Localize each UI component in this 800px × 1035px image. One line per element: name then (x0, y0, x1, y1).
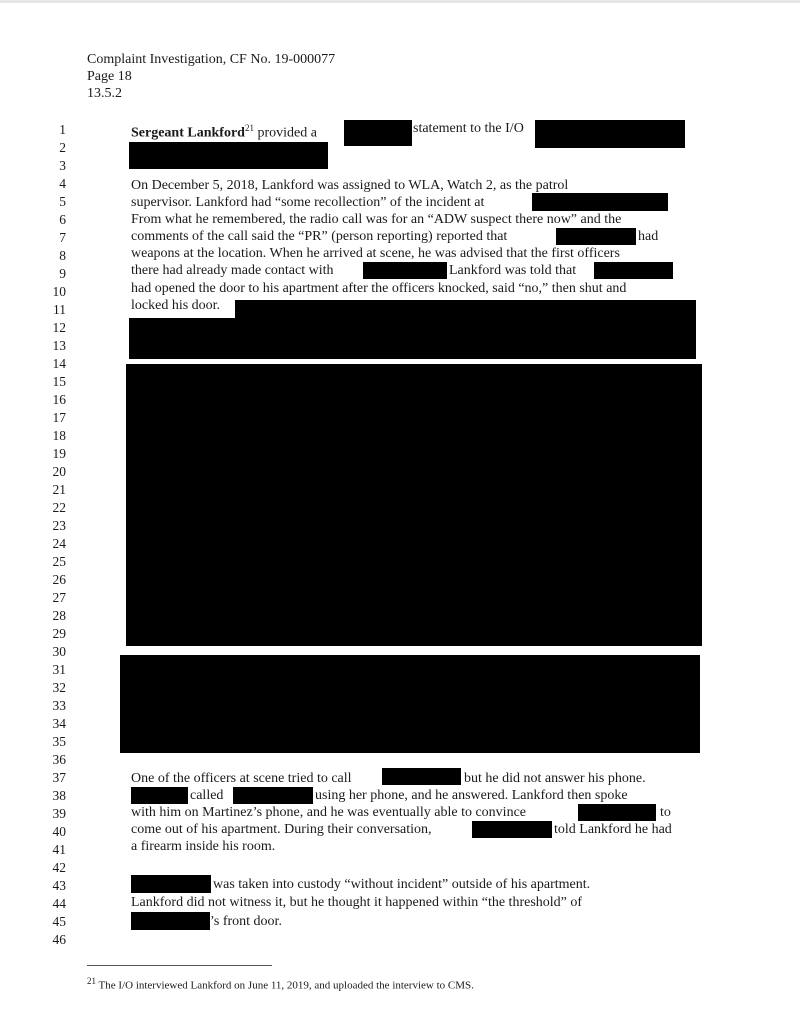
paragraph-4-line-2: Lankford did not witness it, but he thought it happened within “the threshold” of (131, 895, 583, 910)
redaction-block (472, 821, 552, 838)
line-number: 29 (52, 626, 66, 641)
text-segment: but he did not answer his phone. (464, 771, 646, 786)
paragraph-2-line-7: had opened the door to his apartment after the officers knocked, said “no,” then shut and (131, 281, 627, 296)
redaction-block (532, 193, 668, 211)
line-number: 12 (52, 320, 66, 335)
line-number: 38 (52, 788, 66, 803)
line-number: 17 (52, 410, 66, 425)
line-number: 41 (52, 842, 66, 857)
line-number: 9 (59, 266, 66, 281)
line-number: 40 (52, 824, 66, 839)
paragraph-3-line-4: come out of his apartment. During their conversation, (131, 822, 432, 837)
line-number: 44 (52, 896, 66, 911)
witness-name: Sergeant Lankford (131, 125, 245, 141)
text-segment: told Lankford he had (554, 822, 672, 837)
line-number: 37 (52, 770, 66, 785)
paragraph-2-line-8: locked his door. (131, 298, 221, 313)
footnote-text: The I/O interviewed Lankford on June 11, 2019, and uploaded the interview to CMS. (96, 979, 474, 992)
line-number: 39 (52, 806, 66, 821)
line-number: 14 (52, 356, 66, 371)
line-number: 35 (52, 734, 66, 749)
footnote-reference: 21 (244, 123, 254, 133)
line-number: 18 (52, 428, 66, 443)
line-number: 46 (52, 932, 66, 947)
redaction-block (556, 228, 636, 245)
redaction-block (131, 912, 210, 930)
line-number: 10 (52, 284, 66, 299)
header-case-number: Complaint Investigation, CF No. 19-000077 (87, 52, 336, 67)
line-number: 11 (53, 302, 66, 317)
line-number: 25 (52, 554, 66, 569)
redaction-block (363, 262, 447, 279)
line-number: 2 (59, 140, 66, 155)
redaction-block (235, 300, 696, 320)
line-number: 15 (52, 374, 66, 389)
line-number: 16 (52, 392, 66, 407)
line-number: 43 (52, 878, 66, 893)
header-page-number: Page 18 (87, 69, 132, 84)
line-number: 24 (52, 536, 66, 551)
line-number: 5 (59, 194, 66, 209)
line-number: 45 (52, 914, 66, 929)
header-section: 13.5.2 (87, 86, 122, 101)
footnote (87, 975, 474, 993)
line-number: 31 (52, 662, 66, 677)
page-top-edge (0, 0, 800, 3)
line-number: 19 (52, 446, 66, 461)
paragraph-3-line-2: called (190, 788, 224, 803)
text-segment: statement to the I/O (413, 121, 524, 136)
line-number: 33 (52, 698, 66, 713)
text-segment: to (660, 805, 671, 820)
redaction-block (129, 142, 328, 169)
line-number: 3 (59, 158, 66, 173)
text-segment: had (638, 229, 659, 244)
line-number: 20 (52, 464, 66, 479)
paragraph-4-line-3: ’s front door. (210, 914, 282, 929)
line-number: 28 (52, 608, 66, 623)
line-numbers (30, 121, 66, 949)
line-number: 27 (52, 590, 66, 605)
line-number: 1 (59, 122, 66, 137)
redaction-block (131, 787, 188, 804)
line-number: 42 (52, 860, 66, 875)
line-number: 22 (52, 500, 66, 515)
redaction-block (578, 804, 656, 821)
paragraph-2-line-6: there had already made contact with (131, 263, 334, 278)
redaction-block (594, 262, 673, 279)
line-number: 4 (59, 176, 66, 191)
text-segment: provided a (253, 125, 317, 141)
redaction-block (535, 120, 685, 148)
redaction-block (344, 120, 412, 146)
paragraph-1-line-1 (131, 120, 317, 142)
redaction-block (382, 768, 461, 785)
line-number: 26 (52, 572, 66, 587)
text-segment: Lankford was told that (449, 263, 577, 278)
line-number: 30 (52, 644, 66, 659)
redaction-block (131, 875, 211, 893)
footnote-separator (87, 965, 272, 966)
line-number: 23 (52, 518, 66, 533)
paragraph-2-line-5: weapons at the location. When he arrived at scene, he was advised that the first officers (131, 246, 620, 261)
redaction-block (129, 318, 696, 359)
line-number: 6 (59, 212, 66, 227)
paragraph-2-line-1: On December 5, 2018, Lankford was assigned to WLA, Watch 2, as the patrol (131, 178, 569, 193)
redaction-block-large (126, 364, 702, 646)
redaction-block-large (120, 655, 700, 753)
footnote-number: 21 (87, 976, 96, 986)
text-segment: using her phone, and he answered. Lankford then spoke (315, 788, 628, 803)
line-number: 36 (52, 752, 66, 767)
paragraph-2-line-3: From what he remembered, the radio call was for an “ADW suspect there now” and the (131, 212, 622, 227)
paragraph-3-line-5: a firearm inside his room. (131, 839, 276, 854)
line-number: 8 (59, 248, 66, 263)
line-number: 32 (52, 680, 66, 695)
paragraph-3-line-3: with him on Martinez’s phone, and he was eventually able to convince (131, 805, 527, 820)
line-number: 34 (52, 716, 66, 731)
line-number: 7 (59, 230, 66, 245)
redaction-block (233, 787, 313, 804)
paragraph-2-line-4: comments of the call said the “PR” (person reporting) reported that (131, 229, 508, 244)
line-number: 21 (52, 482, 66, 497)
paragraph-2-line-2: supervisor. Lankford had “some recollection” of the incident at (131, 195, 485, 210)
paragraph-4-line-1: was taken into custody “without incident” outside of his apartment. (213, 877, 591, 892)
document-header (87, 51, 335, 102)
line-number: 13 (52, 338, 66, 353)
paragraph-3-line-1: One of the officers at scene tried to call (131, 771, 352, 786)
